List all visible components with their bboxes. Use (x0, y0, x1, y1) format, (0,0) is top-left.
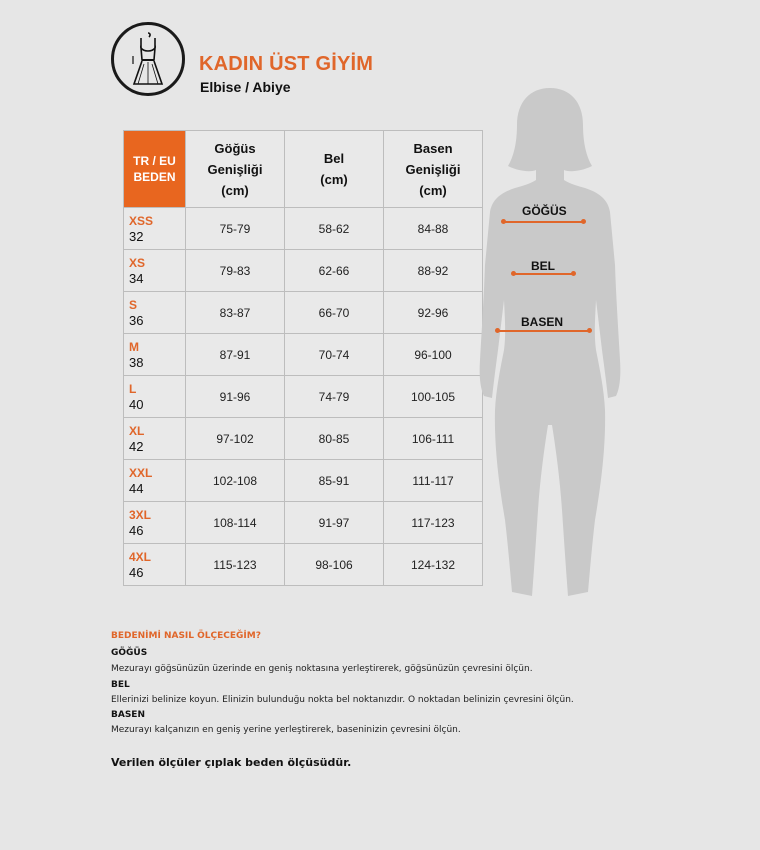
chest-label: GÖĞÜS (522, 204, 567, 218)
hip-line (498, 330, 590, 332)
size-cell (124, 376, 186, 418)
size-code: S (129, 297, 138, 312)
chest-value-cell: 97-102 (186, 418, 285, 460)
waist-value-cell: 80-85 (285, 418, 384, 460)
hip-label: BASEN (521, 315, 564, 329)
column-header-waist (285, 131, 384, 208)
measurement-note: Verilen ölçüler çıplak beden ölçüsüdür. (111, 756, 352, 769)
size-cell (124, 418, 186, 460)
table-row (124, 250, 483, 292)
hip-value-cell: 84-88 (384, 208, 483, 250)
waist-value-cell: 58-62 (285, 208, 384, 250)
corner-label-line1: TR / EU (133, 154, 176, 168)
chest-dot-left (501, 219, 506, 224)
chest-header-line3: (cm) (221, 182, 249, 198)
chest-header-line2: Genişliği (207, 161, 263, 177)
hip-value-cell: 117-123 (384, 502, 483, 544)
silhouette-graphic (470, 80, 630, 610)
size-number: 42 (129, 438, 144, 454)
page-subtitle: Elbise / Abiye (200, 79, 291, 95)
size-number: 46 (129, 522, 144, 538)
size-number: 44 (129, 480, 144, 496)
table-row (124, 502, 483, 544)
column-header-chest (186, 131, 285, 208)
waist-instruction-text: Ellerinizi belinize koyun. Elinizin bulunduğu nokta bel noktanızdır. O noktadan belinizin çevresini ölçün. (111, 695, 574, 705)
size-cell (124, 460, 186, 502)
size-number: 38 (129, 354, 144, 370)
size-cell (124, 544, 186, 586)
hip-value-cell: 96-100 (384, 334, 483, 376)
table-row (124, 292, 483, 334)
table-row (124, 418, 483, 460)
size-number: 34 (129, 270, 144, 286)
chest-value-cell: 115-123 (186, 544, 285, 586)
size-cell (124, 208, 186, 250)
waist-value-cell: 98-106 (285, 544, 384, 586)
waist-label: BEL (531, 259, 555, 273)
hip-header-line3: (cm) (419, 182, 447, 198)
waist-instruction-heading: BEL (111, 680, 130, 690)
size-table (123, 130, 483, 586)
chest-instruction-heading: GÖĞÜS (111, 648, 148, 658)
table-row (124, 334, 483, 376)
chest-header-line1: Göğüs (214, 140, 256, 156)
size-code: XXL (129, 465, 153, 480)
table-row (124, 376, 483, 418)
chest-value-cell: 102-108 (186, 460, 285, 502)
size-code: XL (129, 423, 145, 438)
waist-value-cell: 70-74 (285, 334, 384, 376)
hip-value-cell: 92-96 (384, 292, 483, 334)
waist-value-cell: 62-66 (285, 250, 384, 292)
hip-dot-left (495, 328, 500, 333)
waist-value-cell: 74-79 (285, 376, 384, 418)
hip-value-cell: 106-111 (384, 418, 483, 460)
body-silhouette (470, 80, 630, 610)
table-row (124, 544, 483, 586)
size-code: 3XL (129, 507, 152, 522)
waist-dot-right (571, 271, 576, 276)
chest-dot-right (581, 219, 586, 224)
waist-dot-left (511, 271, 516, 276)
chest-value-cell: 87-91 (186, 334, 285, 376)
chest-value-cell: 108-114 (186, 502, 285, 544)
table-row (124, 208, 483, 250)
waist-header-line2: (cm) (320, 172, 348, 187)
hip-instruction-text: Mezurayı kalçanızın en geniş yerine yerleştirerek, baseninizin çevresini ölçün. (111, 725, 461, 735)
size-number: 32 (129, 228, 144, 244)
hip-instruction-heading: BASEN (111, 710, 145, 720)
chest-value-cell: 83-87 (186, 292, 285, 334)
table-header-row (124, 131, 483, 208)
dress-logo (111, 22, 185, 96)
waist-header-line1: Bel (323, 151, 345, 166)
hip-value-cell: 111-117 (384, 460, 483, 502)
size-code: M (129, 339, 139, 354)
how-to-measure-title: BEDENİMİ NASIL ÖLÇECEĞİM? (111, 631, 261, 641)
waist-value-cell: 66-70 (285, 292, 384, 334)
hip-header-line2: Genişliği (405, 161, 461, 177)
chest-value-cell: 75-79 (186, 208, 285, 250)
size-cell (124, 250, 186, 292)
page-title: KADIN ÜST GİYİM (199, 53, 374, 75)
chest-instruction-text: Mezurayı göğsünüzün üzerinde en geniş noktasına yerleştirerek, göğsünüzün çevresini ölçün. (111, 664, 533, 674)
size-code: XS (129, 255, 146, 270)
corner-label-line2: BEDEN (133, 170, 176, 184)
waist-value-cell: 85-91 (285, 460, 384, 502)
chest-line (504, 221, 584, 223)
corner-header (124, 131, 186, 208)
size-number: 46 (129, 564, 144, 580)
size-cell (124, 334, 186, 376)
dress-icon (126, 30, 170, 88)
hip-header-line1: Basen (413, 140, 453, 156)
hip-dot-right (587, 328, 592, 333)
hip-value-cell: 100-105 (384, 376, 483, 418)
size-code: L (129, 381, 137, 396)
size-code: 4XL (129, 549, 152, 564)
size-cell (124, 502, 186, 544)
hip-value-cell: 124-132 (384, 544, 483, 586)
size-number: 40 (129, 396, 144, 412)
waist-value-cell: 91-97 (285, 502, 384, 544)
hip-value-cell: 88-92 (384, 250, 483, 292)
column-header-hip (384, 131, 483, 208)
chest-value-cell: 79-83 (186, 250, 285, 292)
waist-line (514, 273, 574, 275)
size-code: XSS (129, 213, 154, 228)
chest-value-cell: 91-96 (186, 376, 285, 418)
table-row (124, 460, 483, 502)
size-cell (124, 292, 186, 334)
size-number: 36 (129, 312, 144, 328)
